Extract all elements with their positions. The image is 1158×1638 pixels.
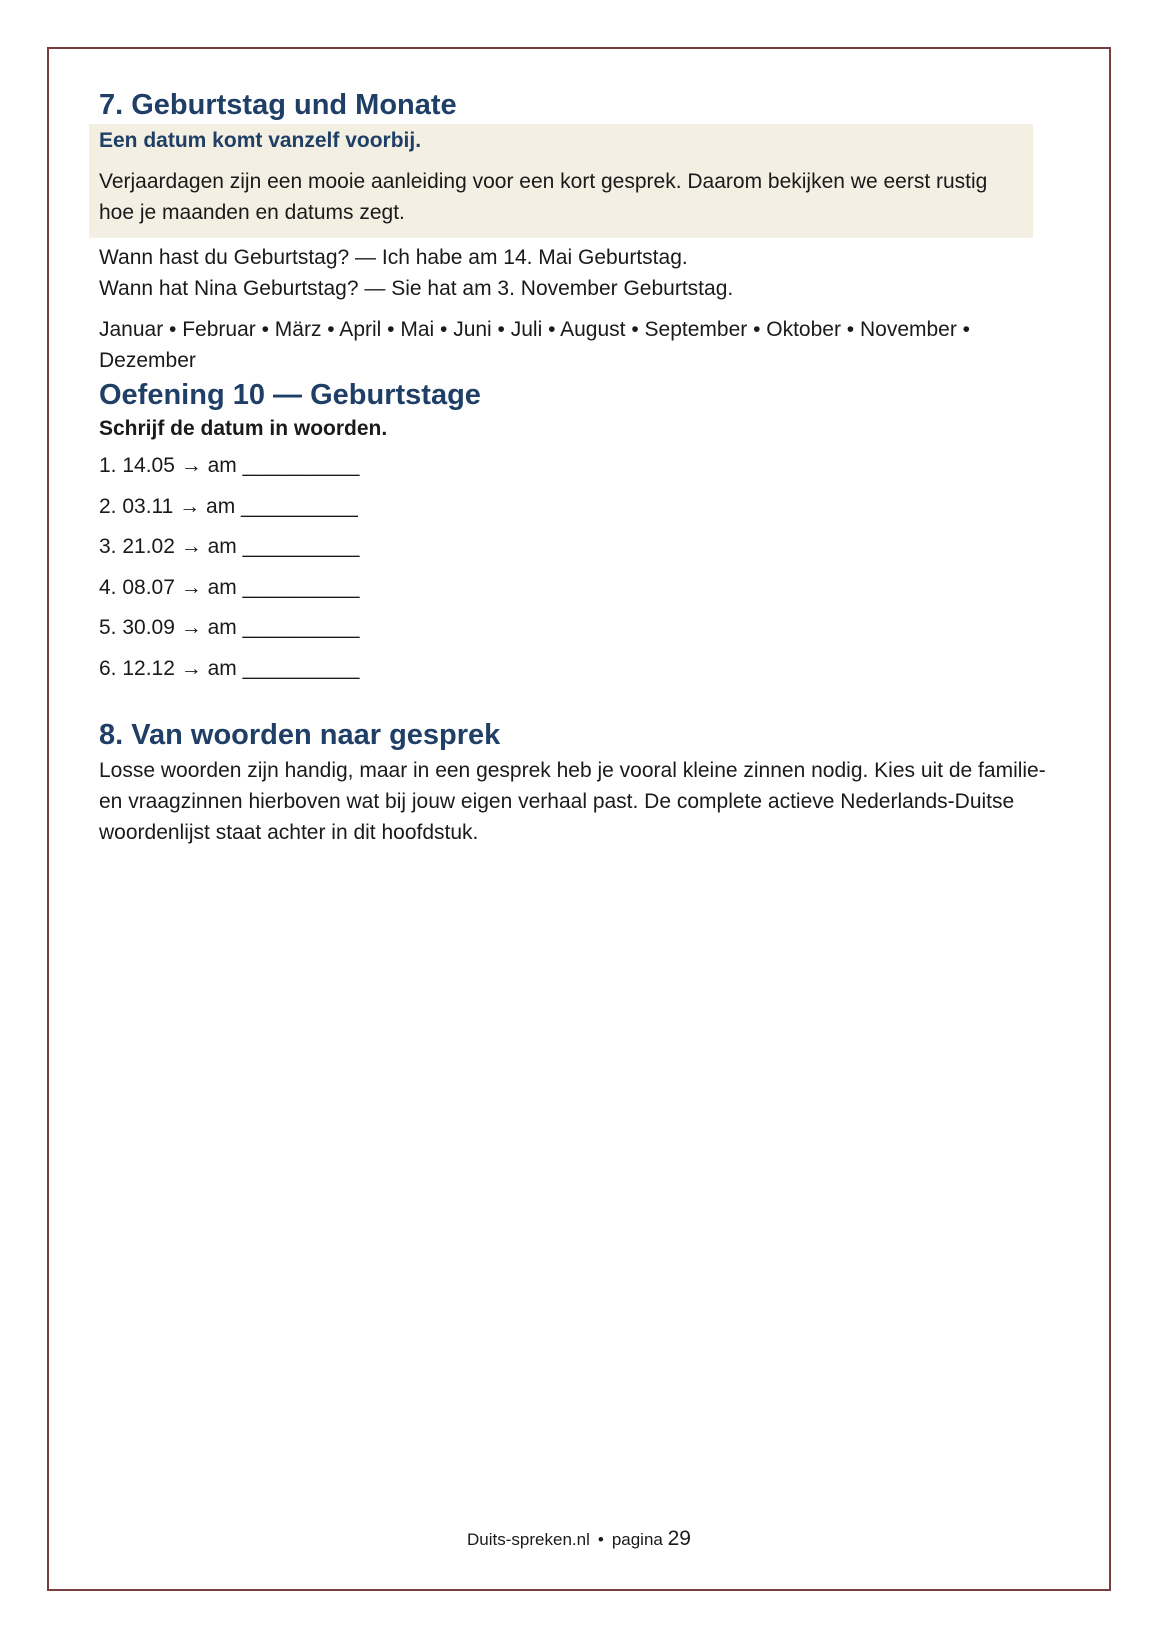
- months-list: Januar • Februar • März • April • Mai • Juni • Juli • August • September • Oktober • November • Dezember: [99, 318, 971, 372]
- example-sentence-2: Wann hat Nina Geburtstag? — Sie hat am 3. November Geburtstag.: [99, 277, 734, 300]
- exercise-item: 3. 21.02 → am __________: [99, 535, 360, 559]
- page-footer: [0, 1527, 1158, 1551]
- callout-box: [89, 124, 1033, 238]
- footer-page-number: 29: [667, 1527, 691, 1550]
- exercise-10-title: Oefening 10 — Geburtstage: [99, 379, 481, 411]
- footer-page-label: pagina: [611, 1530, 663, 1549]
- exercise-item: 6. 12.12 → am __________: [99, 656, 360, 680]
- section-8-body: Losse woorden zijn handig, maar in een gesprek heb je vooral kleine zinnen nodig. Kies uit de familie- en vraagzinnen hierboven wat bij jouw eigen verhaal past. De complete actieve Nederlands-Duitse woordenlijst staat achter in dit hoofdstuk.: [99, 758, 1046, 844]
- exercise-item: 2. 03.11 → am __________: [99, 494, 358, 518]
- footer-site: Duits-spreken.nl: [467, 1530, 590, 1549]
- example-sentence-1: Wann hast du Geburtstag? — Ich habe am 14. Mai Geburtstag.: [99, 246, 688, 269]
- exercise-item: 5. 30.09 → am __________: [99, 616, 360, 640]
- example-sentences: [99, 242, 1069, 304]
- exercise-item: 4. 08.07 → am __________: [99, 575, 360, 599]
- callout-heading: Een datum komt vanzelf voorbij.: [99, 129, 422, 152]
- footer-separator: •: [597, 1530, 604, 1549]
- section-8-title: 8. Van woorden naar gesprek: [99, 718, 501, 751]
- callout-text: Verjaardagen zijn een mooie aanleiding voor een kort gesprek. Daarom bekijken we eerst rustig hoe je maanden en datums zegt.: [99, 170, 988, 224]
- section-7-title: 7. Geburtstag und Monate: [99, 89, 457, 121]
- exercise-instruction: Schrijf de datum in woorden.: [99, 417, 388, 440]
- section-8: [99, 716, 1069, 848]
- exercise-item: 1. 14.05 → am __________: [99, 454, 360, 477]
- exercise-list: [99, 450, 1069, 684]
- page-content: [99, 86, 1069, 848]
